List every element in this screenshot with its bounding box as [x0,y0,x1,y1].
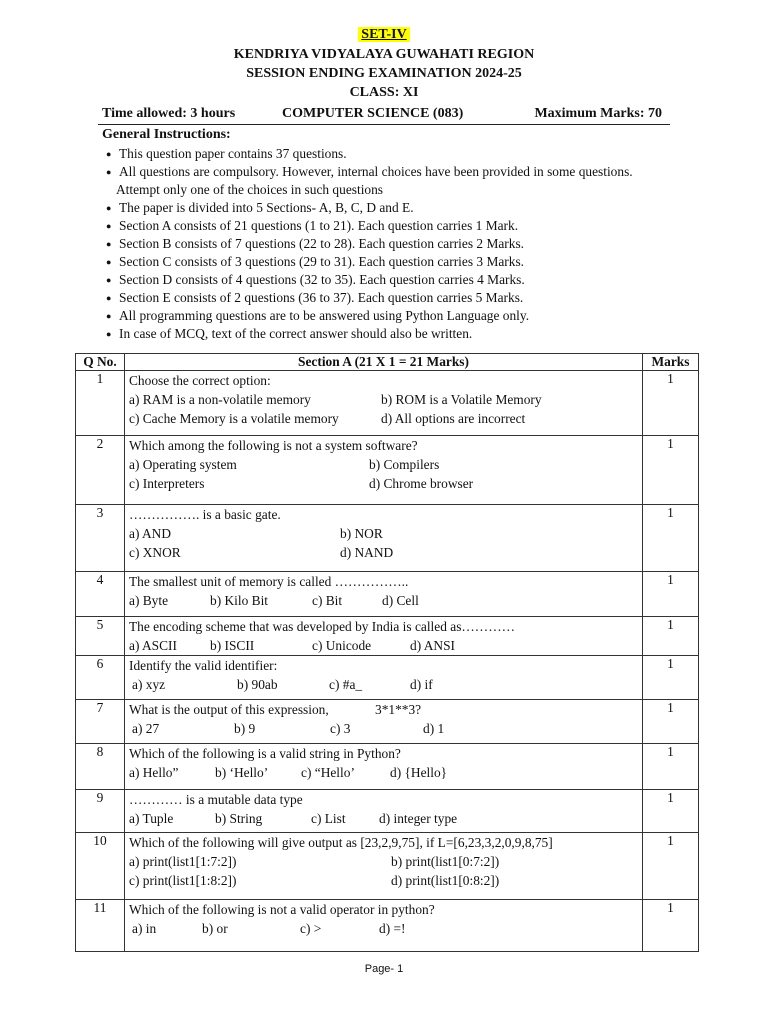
col-qno: Q No. [76,354,125,371]
question-row [76,505,699,572]
option: b) Kilo Bit [210,593,269,608]
option-line [129,852,638,871]
table-header-row [76,354,699,371]
option-line [129,591,638,610]
option: b) Compilers [369,457,440,472]
question-number: 2 [76,436,125,505]
class-title: CLASS: XI [349,85,419,100]
instruction-item: ● This question paper contains 37 questions. [106,145,686,163]
question-body [125,572,643,617]
question-text: Which of the following is not a valid operator in python? [129,902,435,917]
option-line [129,543,638,562]
option: c) print(list1[1:8:2]) [129,873,237,888]
question-line [129,700,638,719]
question-body [125,371,643,436]
question-body [125,505,643,572]
option: d) Cell [382,593,419,608]
question-body [125,617,643,656]
option: d) print(list1[0:8:2]) [391,873,500,888]
option: a) AND [129,526,172,541]
question-table [75,353,699,952]
question-expression: 3*1**3? [375,702,422,717]
instruction-item: ● The paper is divided into 5 Sections- A, B, C, D and E. [106,199,686,217]
question-marks: 1 [643,900,699,952]
option: c) List [311,811,346,826]
option-line [129,390,638,409]
option: b) or [202,921,228,936]
option: d) All options are incorrect [381,411,526,426]
instruction-item: ● Section B consists of 7 questions (22 to 28). Each question carries 2 Marks. [106,235,686,253]
header-divider [98,124,670,125]
option: a) RAM is a non-volatile memory [129,392,311,407]
option: b) print(list1[0:7:2]) [391,854,500,869]
option: b) ISCII [210,638,255,653]
instruction-item: ● In case of MCQ, text of the correct answer should also be written. [106,325,686,343]
set-label [0,25,768,43]
option-line [129,871,638,890]
option: b) ROM is a Volatile Memory [381,392,542,407]
option: a) Byte [129,593,169,608]
question-row [76,371,699,436]
option-line [129,809,638,828]
question-marks: 1 [643,833,699,900]
option: d) integer type [379,811,458,826]
option: a) ASCII [129,638,177,653]
option-line [129,763,638,782]
option: a) Operating system [129,457,237,472]
question-marks: 1 [643,656,699,700]
instruction-item: ● All programming questions are to be answered using Python Language only. [106,307,686,325]
instruction-item: ● Section A consists of 21 questions (1 to 21). Each question carries 1 Mark. [106,217,686,235]
question-text: Which of the following will give output as [23,2,9,75], if L=[6,23,3,2,0,9,8,75] [129,835,553,850]
option-line [129,719,638,738]
question-number: 3 [76,505,125,572]
question-text: ……………. is a basic gate. [129,507,281,522]
question-text: Which among the following is not a system software? [129,438,418,453]
question-marks: 1 [643,617,699,656]
option-line [129,455,638,474]
instructions-list [106,145,686,343]
instruction-item: ● Section E consists of 2 questions (36 to 37). Each question carries 5 Marks. [106,289,686,307]
exam-title: SESSION ENDING EXAMINATION 2024-25 [246,66,522,81]
page-footer: Page- 1 [364,963,404,975]
question-number: 8 [76,744,125,790]
question-text: The encoding scheme that was developed by India is called as………… [129,619,515,634]
option: c) #a_ [329,677,363,692]
question-text: What is the output of this expression, [129,702,329,717]
option: c) 3 [330,721,351,736]
option: d) Chrome browser [369,476,474,491]
question-marks: 1 [643,744,699,790]
max-marks: Maximum Marks: 70 [534,106,662,121]
question-text: Choose the correct option: [129,373,271,388]
col-marks: Marks [643,354,699,371]
option: b) ‘Hello’ [215,765,269,780]
question-number: 5 [76,617,125,656]
instruction-item: ● Section D consists of 4 questions (32 to 35). Each question carries 4 Marks. [106,271,686,289]
question-number: 4 [76,572,125,617]
option: b) String [215,811,263,826]
option: c) Bit [312,593,343,608]
question-text: The smallest unit of memory is called …………….. [129,574,409,589]
option: c) Cache Memory is a volatile memory [129,411,339,426]
option: c) XNOR [129,545,181,560]
option: b) 9 [234,721,256,736]
question-row [76,790,699,833]
option: c) Unicode [312,638,372,653]
option: a) Hello” [129,765,179,780]
option: a) Tuple [129,811,174,826]
question-marks: 1 [643,436,699,505]
question-row [76,833,699,900]
option: a) xyz [132,677,166,692]
option-line [129,919,638,938]
option-line [129,636,638,655]
question-row [76,617,699,656]
set-text: SET-IV [358,27,409,42]
option: c) > [300,921,322,936]
question-row [76,900,699,952]
subject-title: COMPUTER SCIENCE (083) [282,106,464,121]
question-number: 9 [76,790,125,833]
question-text: Which of the following is a valid string in Python? [129,746,401,761]
option: d) =! [379,921,406,936]
question-number: 11 [76,900,125,952]
question-body [125,744,643,790]
option: a) print(list1[1:7:2]) [129,854,237,869]
question-marks: 1 [643,572,699,617]
question-body [125,833,643,900]
question-body [125,700,643,744]
question-row [76,700,699,744]
question-number: 6 [76,656,125,700]
option-line [129,675,638,694]
question-number: 7 [76,700,125,744]
option: d) NAND [340,545,394,560]
question-marks: 1 [643,700,699,744]
question-marks: 1 [643,371,699,436]
option: a) 27 [132,721,160,736]
option: d) {Hello} [390,765,448,780]
question-body [125,656,643,700]
question-marks: 1 [643,505,699,572]
option: d) if [410,677,433,692]
question-marks: 1 [643,790,699,833]
col-section: Section A (21 X 1 = 21 Marks) [125,354,643,371]
option: d) ANSI [410,638,456,653]
option: b) NOR [340,526,383,541]
question-row [76,572,699,617]
instruction-item: ● Section C consists of 3 questions (29 to 31). Each question carries 3 Marks. [106,253,686,271]
option-line [129,409,638,428]
instructions-title: General Instructions: [102,127,231,142]
time-allowed: Time allowed: 3 hours [102,106,236,121]
question-text: Identify the valid identifier: [129,658,278,673]
option-line [129,474,638,493]
option-line [129,524,638,543]
option: d) 1 [423,721,445,736]
question-body [125,790,643,833]
question-body [125,900,643,952]
question-text: ………… is a mutable data type [129,792,303,807]
question-row [76,436,699,505]
question-body [125,436,643,505]
option: b) 90ab [237,677,278,692]
instruction-item: ● All questions are compulsory. However, internal choices have been provided in some questions. [106,163,686,181]
instruction-item: Attempt only one of the choices in such questions [116,182,384,197]
option: c) Interpreters [129,476,205,491]
option: c) “Hello’ [301,765,355,780]
question-number: 10 [76,833,125,900]
question-row [76,656,699,700]
org-title: KENDRIYA VIDYALAYA GUWAHATI REGION [233,47,535,62]
question-row [76,744,699,790]
option: a) in [132,921,157,936]
question-number: 1 [76,371,125,436]
